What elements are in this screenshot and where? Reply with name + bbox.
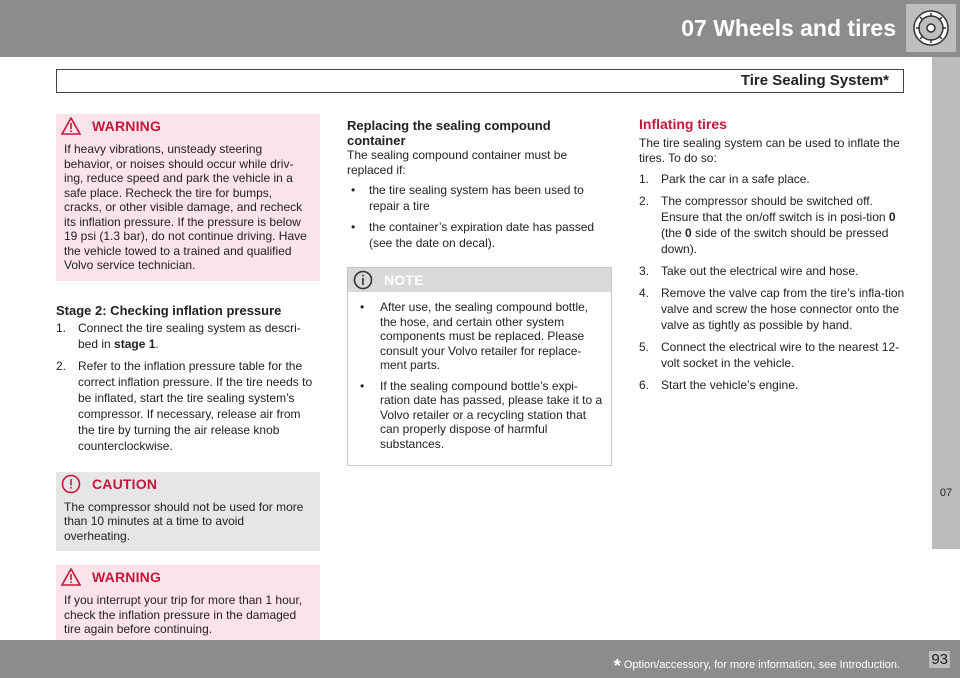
step-number: 2. <box>639 194 650 208</box>
list-item <box>639 263 909 279</box>
chapter-title: 07 Wheels and tires <box>681 15 896 41</box>
footer-note <box>614 656 900 677</box>
step-number: 6. <box>639 378 650 392</box>
step-text-after: . <box>155 336 159 351</box>
step-number: 1. <box>639 172 650 186</box>
step-text: Connect the electrical wire to the nearest 12-volt socket in the vehicle. <box>661 340 900 370</box>
warning-text-1: If heavy vibrations, unsteady steering behavior, or noises should occur while driv-ing, reduce speed and park the vehicle in a safe place. Recheck the tire for bumps, cracks, or other visible damage, and recheck its inflation pressure. If the pressure is below 19 psi (1.3 bar), do not continue driving. Have the vehicle towed to a trained and qualified Volvo service technician. <box>64 142 307 272</box>
caution-box <box>56 472 320 552</box>
header-band <box>0 0 960 57</box>
list-item: • the container’s expiration date has passed (see the date on decal). <box>347 220 612 251</box>
warning-header-2 <box>56 565 320 589</box>
caution-label: CAUTION <box>92 475 158 492</box>
step-text: side of the switch should be pressed down). <box>661 226 889 256</box>
side-tab-label: 07 <box>939 487 953 499</box>
list-item <box>639 285 909 333</box>
step-bold: 0 <box>888 210 896 224</box>
column-right <box>639 114 909 399</box>
step-bold: 0 <box>685 226 692 240</box>
step-text: Remove the valve cap from the tire’s infla-tion valve and screw the hose connector onto the valve as tightly as possible by hand. <box>661 286 905 332</box>
caution-icon <box>60 474 82 494</box>
step-number: 5. <box>639 340 650 354</box>
section-bar <box>56 69 904 93</box>
chapter-side-tab <box>932 57 960 549</box>
step-text: The compressor should be switched off. Ensure that the on/off switch is in posi-tion <box>661 194 889 224</box>
footer-note-text: Option/accessory, for more information, see Introduction. <box>620 659 900 671</box>
step-text: Start the vehicle’s engine. <box>661 378 799 392</box>
list-item <box>639 339 909 371</box>
stage2-heading: Stage 2: Checking inflation pressure <box>56 302 282 318</box>
list-item <box>56 320 320 352</box>
column-middle <box>347 114 612 466</box>
column-left <box>56 114 320 659</box>
warning-triangle-icon <box>60 116 82 136</box>
list-item: • After use, the sealing compound bottle, the hose, and certain other system components must be replaced. Please consult your Volvo retailer for replace-ment parts. <box>356 300 603 373</box>
replace-bullets <box>347 183 612 251</box>
note-header <box>348 268 611 292</box>
wheel-icon-box <box>906 4 956 52</box>
step-number: 3. <box>639 264 650 278</box>
caution-text: The compressor should not be used for more than 10 minutes at a time to avoid overheating. <box>64 499 304 543</box>
list-item <box>639 171 909 187</box>
inflate-steps <box>639 171 909 393</box>
note-info-icon <box>352 270 374 290</box>
warning-label-2: WARNING <box>92 569 162 585</box>
warning-box-2 <box>56 565 320 645</box>
list-item <box>56 358 320 454</box>
section-title: Tire Sealing System* <box>740 72 889 89</box>
warning-box-1 <box>56 114 320 281</box>
wheel-icon <box>911 8 951 48</box>
list-item <box>639 193 909 257</box>
stage2-steps <box>56 320 320 454</box>
note-body <box>348 292 611 465</box>
page-number: 93 <box>931 651 948 668</box>
inflate-heading: Inflating tires <box>639 116 727 132</box>
step-text: Connect the tire sealing system as descri-bed in <box>78 320 301 351</box>
list-item: • If the sealing compound bottle’s expi-ration date has passed, please take it to a Volvo retailer or a recycling station that can properly dispose of harmful substances. <box>356 379 603 452</box>
step-text: (the <box>661 226 686 240</box>
caution-header <box>56 472 320 496</box>
step-bold: stage 1 <box>114 336 156 351</box>
inflate-intro: The tire sealing system can be used to inflate the tires. To do so: <box>639 136 900 165</box>
warning-text-2: If you interrupt your trip for more than 1 hour, check the inflation pressure in the damaged tire again before continuing. <box>64 593 303 636</box>
step-text: Take out the electrical wire and hose. <box>661 264 859 278</box>
step-number: 1. <box>56 320 67 335</box>
warning-label-1: WARNING <box>92 118 162 134</box>
footer-star: * <box>613 656 621 676</box>
replace-intro: The sealing compound container must be replaced if: <box>347 148 568 177</box>
footer-band <box>0 640 960 678</box>
list-item: • the tire sealing system has been used to repair a tire <box>347 183 612 214</box>
list-item <box>639 377 909 393</box>
note-box <box>347 267 612 466</box>
replace-heading: Replacing the sealing compound container <box>347 118 551 148</box>
note-label: NOTE <box>384 272 424 288</box>
step-text: Park the car in a safe place. <box>661 172 810 186</box>
step-number: 2. <box>56 358 67 373</box>
step-text: Refer to the inflation pressure table for the correct inflation pressure. If the tire needs to be inflated, start the tire sealing system’s compressor. If necessary, release air from the tire by turning the air release knob counterclockwise. <box>78 358 313 453</box>
warning-header-1 <box>56 114 320 138</box>
step-number: 4. <box>639 286 650 300</box>
warning-triangle-icon <box>60 567 82 587</box>
